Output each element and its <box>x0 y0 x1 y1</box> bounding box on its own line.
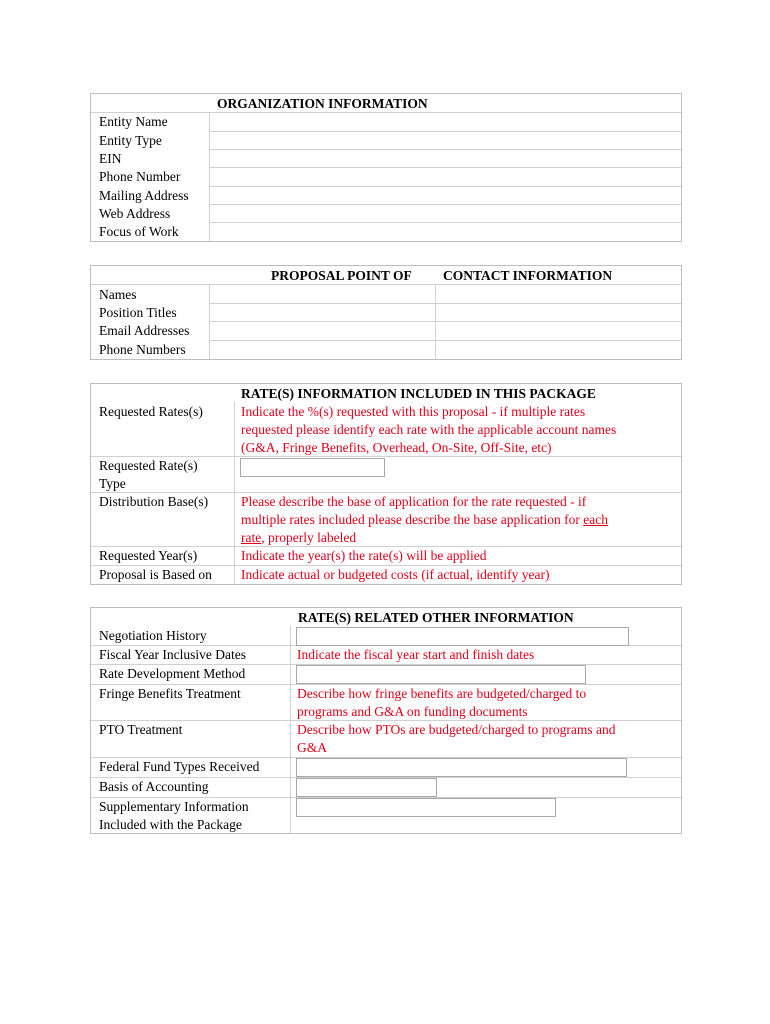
basis-of-accounting-input[interactable] <box>296 778 437 797</box>
organization-information-section <box>90 93 682 242</box>
requested-rate-type-input[interactable] <box>240 458 385 477</box>
point-of-contact-section <box>90 265 682 360</box>
federal-fund-types-label: Federal Fund Types Received <box>99 759 260 774</box>
email-addresses-label: Email Addresses <box>99 323 190 338</box>
supplementary-information-label-1: Supplementary Information <box>99 799 249 814</box>
ein-field[interactable] <box>210 150 681 167</box>
distribution-base-hint-line-2: multiple rates included please describe the base application for each <box>241 512 608 527</box>
ein-label: EIN <box>99 151 122 166</box>
rates-header: RATE(S) INFORMATION INCLUDED IN THIS PACKAGE <box>241 386 596 401</box>
organization-header: ORGANIZATION INFORMATION <box>217 96 428 111</box>
supplementary-information-label-2: Included with the Package <box>99 817 242 832</box>
focus-of-work-field[interactable] <box>210 223 681 241</box>
negotiation-history-label: Negotiation History <box>99 628 207 643</box>
requested-year-label: Requested Year(s) <box>99 548 198 563</box>
web-address-label: Web Address <box>99 206 171 221</box>
contact-email-1-field[interactable] <box>210 322 435 340</box>
requested-rates-label: Requested Rates(s) <box>99 404 203 419</box>
phone-numbers-label: Phone Numbers <box>99 342 186 357</box>
pto-treatment-hint-line-1: Describe how PTOs are budgeted/charged to programs and <box>297 722 616 737</box>
rates-other-information-section <box>90 607 682 834</box>
fiscal-year-dates-hint: Indicate the fiscal year start and finish dates <box>297 647 535 662</box>
entity-type-field[interactable] <box>210 132 681 149</box>
web-address-field[interactable] <box>210 205 681 222</box>
rate-development-method-input[interactable] <box>296 665 586 684</box>
proposal-based-on-label: Proposal is Based on <box>99 567 212 582</box>
contact-name-1-field[interactable] <box>210 285 435 303</box>
position-titles-label: Position Titles <box>99 305 177 320</box>
requested-rate-type-label-2: Type <box>99 476 126 491</box>
fringe-benefits-hint-line-2: programs and G&A on funding documents <box>297 704 528 719</box>
requested-rates-hint-line-1: Indicate the %(s) requested with this proposal - if multiple rates <box>241 404 586 419</box>
contact-header-right: CONTACT INFORMATION <box>443 268 613 283</box>
contact-header-left: PROPOSAL POINT OF <box>271 268 412 283</box>
contact-title-1-field[interactable] <box>210 304 435 321</box>
entity-type-label: Entity Type <box>99 133 162 148</box>
federal-fund-types-input[interactable] <box>296 758 627 777</box>
entity-name-label: Entity Name <box>99 114 168 129</box>
contact-title-2-field[interactable] <box>436 304 681 321</box>
mailing-address-label: Mailing Address <box>99 188 189 203</box>
entity-name-field[interactable] <box>210 113 681 131</box>
focus-of-work-label: Focus of Work <box>99 224 179 239</box>
distribution-base-hint-line-3: rate, properly labeled <box>241 530 357 545</box>
contact-email-2-field[interactable] <box>436 322 681 340</box>
contact-name-2-field[interactable] <box>436 285 681 303</box>
distribution-base-hint-line-1: Please describe the base of application for the rate requested - if <box>241 494 587 509</box>
fringe-benefits-treatment-label: Fringe Benefits Treatment <box>99 686 241 701</box>
contact-phone-2-field[interactable] <box>436 341 681 359</box>
mailing-address-field[interactable] <box>210 187 681 204</box>
pto-treatment-hint-line-2: G&A <box>297 740 327 755</box>
negotiation-history-input[interactable] <box>296 627 629 646</box>
distribution-base-label: Distribution Base(s) <box>99 494 209 509</box>
rates-information-section <box>90 383 682 585</box>
contact-phone-1-field[interactable] <box>210 341 435 359</box>
names-label: Names <box>99 287 137 302</box>
supplementary-information-input[interactable] <box>296 798 556 817</box>
requested-year-hint: Indicate the year(s) the rate(s) will be applied <box>241 548 487 563</box>
pto-treatment-label: PTO Treatment <box>99 722 183 737</box>
fiscal-year-dates-label: Fiscal Year Inclusive Dates <box>99 647 246 662</box>
requested-rate-type-label-1: Requested Rate(s) <box>99 458 198 473</box>
phone-number-field[interactable] <box>210 168 681 186</box>
basis-of-accounting-label: Basis of Accounting <box>99 779 209 794</box>
fringe-benefits-hint-line-1: Describe how fringe benefits are budgeted/charged to <box>297 686 587 701</box>
phone-number-label: Phone Number <box>99 169 181 184</box>
rate-development-method-label: Rate Development Method <box>99 666 246 681</box>
requested-rates-hint-line-3: (G&A, Fringe Benefits, Overhead, On-Site, Off-Site, etc) <box>241 440 552 455</box>
requested-rates-hint-line-2: requested please identify each rate with the applicable account names <box>241 422 617 437</box>
proposal-based-on-hint: Indicate actual or budgeted costs (if actual, identify year) <box>241 567 550 582</box>
other-header: RATE(S) RELATED OTHER INFORMATION <box>298 610 574 625</box>
